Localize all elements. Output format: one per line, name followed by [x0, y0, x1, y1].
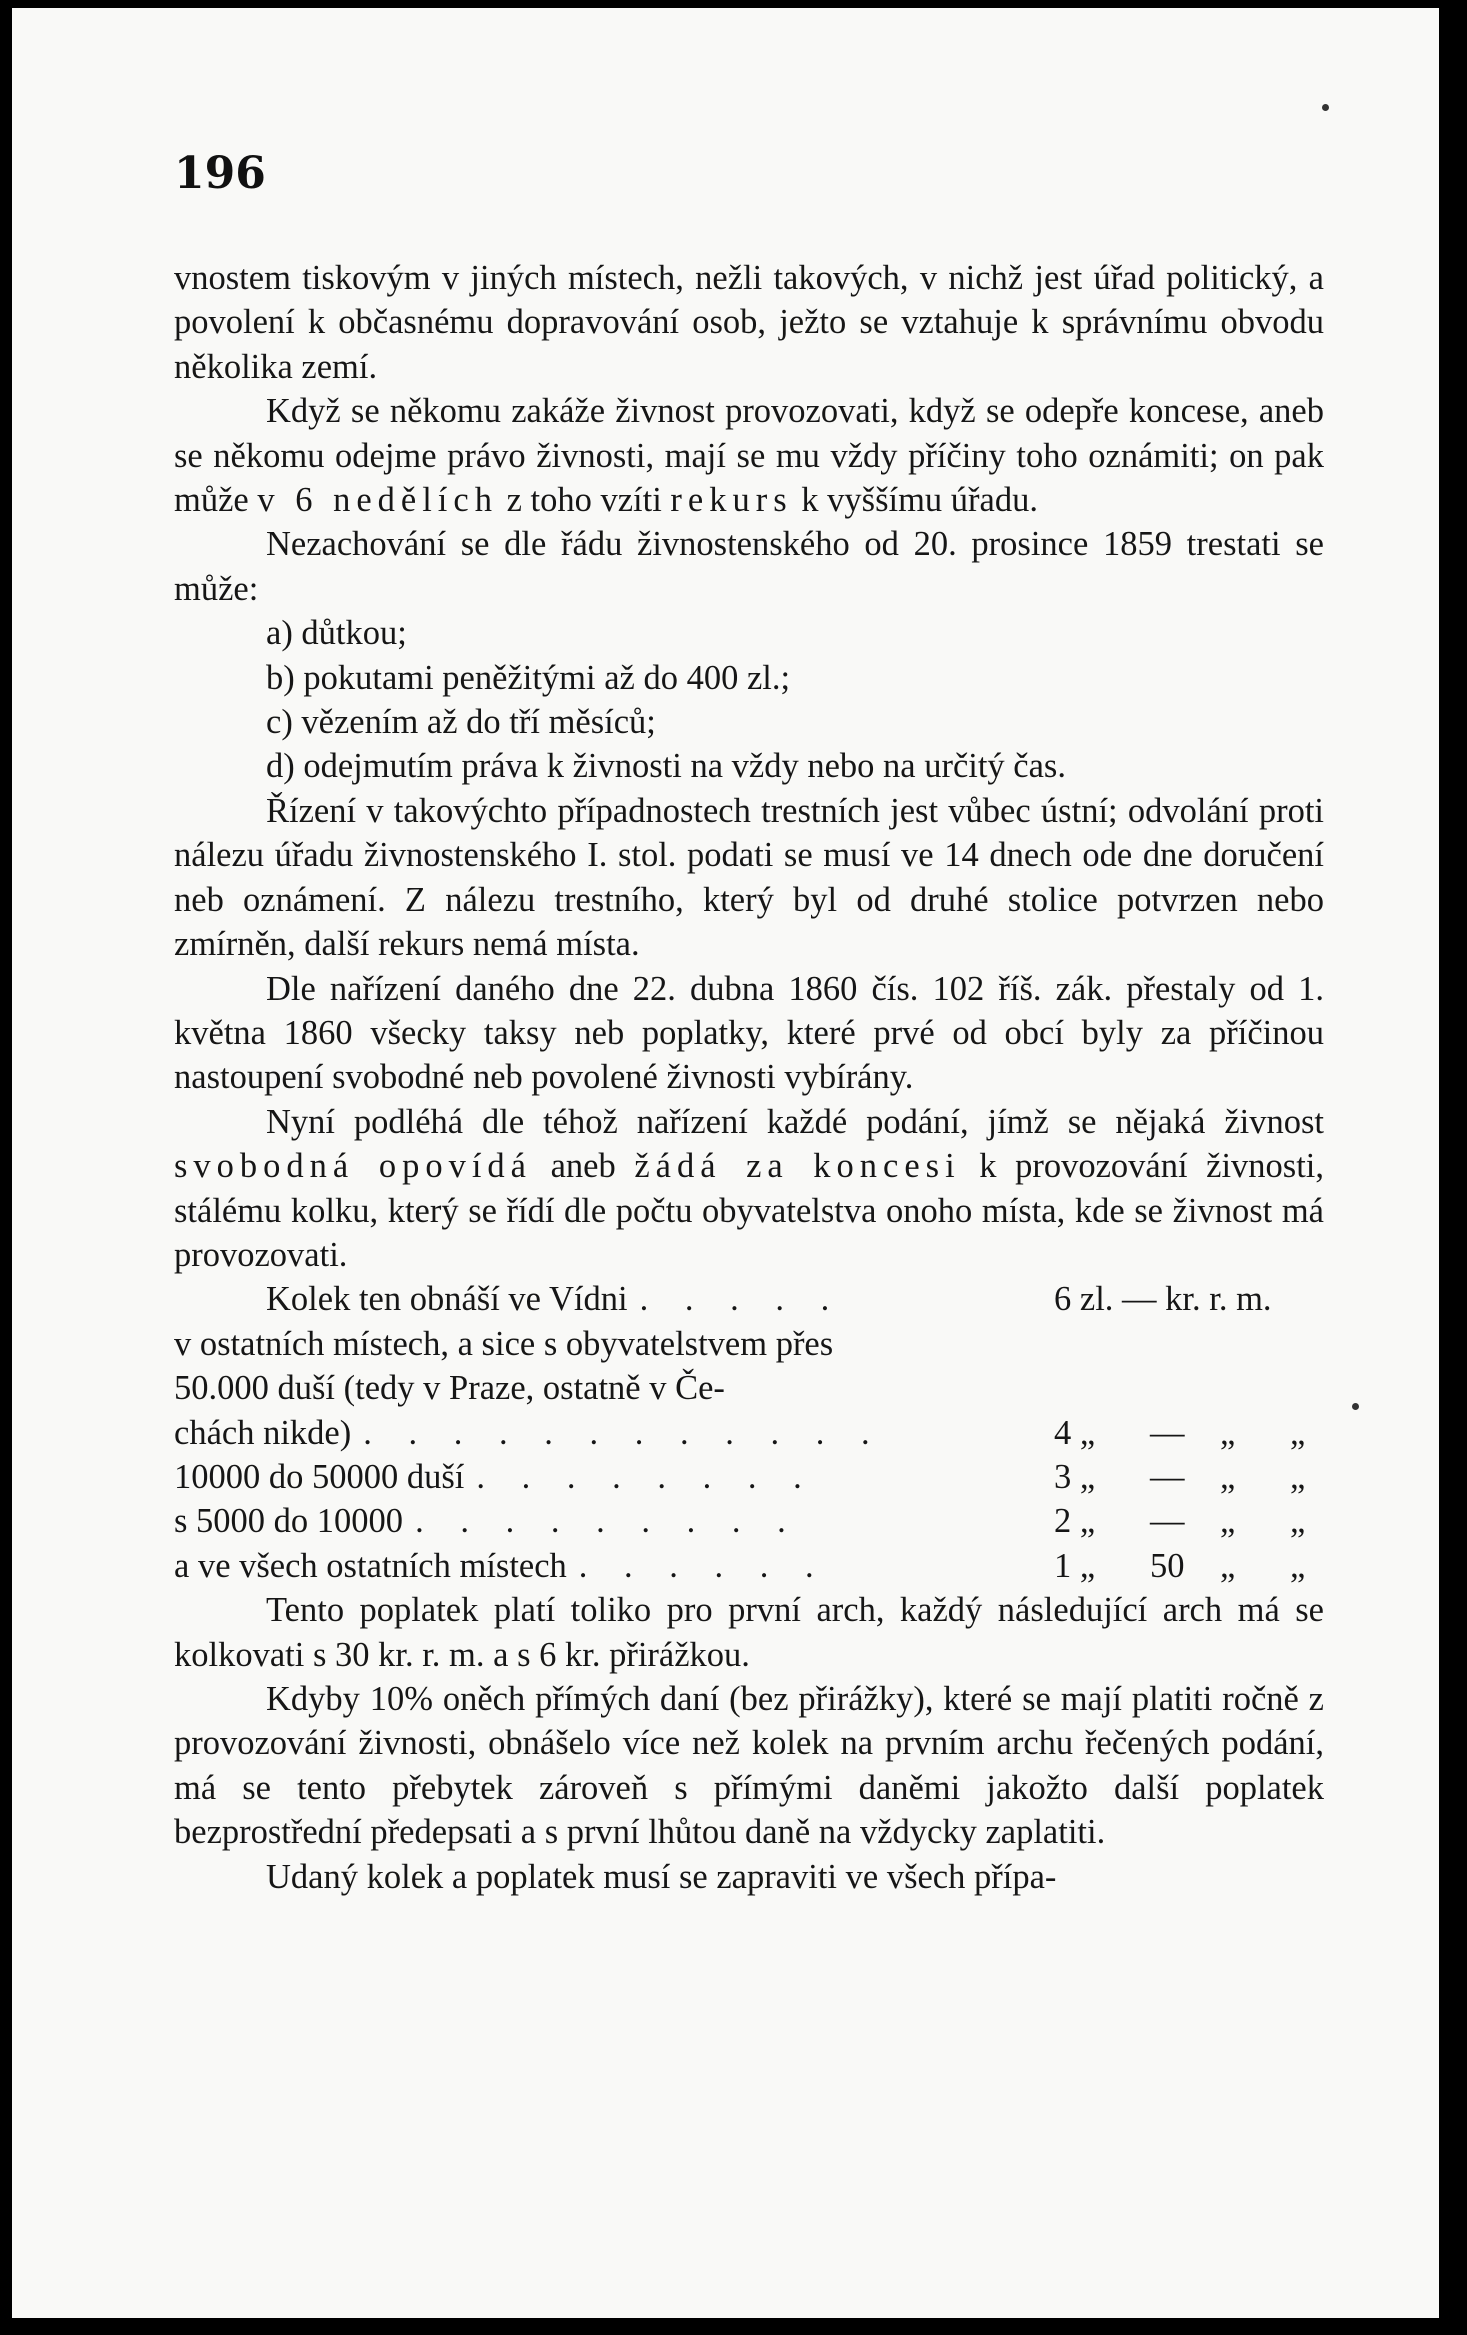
tariff-value — [1054, 1499, 1324, 1543]
paragraph: Dle nařízení daného dne 22. dubna 1860 čís. 102 říš. zák. přestaly od 1. května 1860 všecky taksy neb poplatky, které prvé od obcí byly za příčinou nastoupení svobodné neb povolené živnosti vybírány. — [174, 969, 1324, 1097]
tariff-row — [174, 1499, 1324, 1543]
text-run: Nyní podléhá dle téhož nařízení každé podání, jímž se nějaká živnost — [266, 1102, 1324, 1141]
list-item: d) odejmutím práva k živnosti na vždy nebo na určitý čas. — [266, 747, 1066, 786]
ditto-mark: „ — [1220, 1457, 1236, 1496]
text-run: k vyššímu úřadu. — [801, 481, 1038, 520]
paragraph: vnostem tiskovým v jiných místech, nežli takových, v nichž jest úřad politický, a povolení k občasnému dopravování osob, ježto se vztahuje k správnímu obvodu několika zemí. — [174, 259, 1324, 386]
tariff-label: s 5000 do 10000 — [174, 1502, 404, 1541]
tariff-label: 10000 do 50000 duší — [174, 1457, 465, 1496]
ditto-mark: „ — [1290, 1546, 1306, 1585]
tariff-label: Kolek ten obnáší ve Vídni — [266, 1280, 628, 1319]
page-body — [174, 256, 1324, 1899]
text-run: z toho vzíti — [506, 481, 662, 520]
ditto-mark: „ — [1290, 1457, 1306, 1496]
tariff-table — [174, 1277, 1324, 1588]
tariff-row — [174, 1544, 1324, 1588]
ditto-mark: „ — [1290, 1413, 1306, 1452]
paragraph: Řízení v takovýchto případnostech trestních jest vůbec ústní; odvolání proti nálezu úřadu živnostenského I. stol. podati se musí ve 14 dnech ode dne doručení neb oznámení. Z nálezu trestního, který byl od druhé stolice potvrzen nebo zmírněn, další rekurs nemá místa. — [174, 791, 1324, 964]
paragraph — [174, 1100, 1324, 1278]
speck-mark — [1322, 104, 1329, 111]
emphasis-text: v 6 nedělích — [257, 481, 498, 520]
list-item: c) vězením až do tří měsíců; — [266, 703, 656, 742]
paragraph: Kdyby 10% oněch přímých daní (bez přirážky), které se mají platiti ročně z provozování živnosti, obnášelo více než kolek na prvním archu řečených podání, má se tento přebytek zároveň s přímými daněmi jakožto další poplatek bezprostřední předepsati a s první lhůtou daně na vždycky zaplatiti. — [174, 1680, 1324, 1852]
tariff-value — [1054, 1411, 1324, 1455]
ditto-mark: „ — [1220, 1413, 1236, 1452]
tariff-label: chách nikde) — [174, 1413, 352, 1452]
tariff-value — [1054, 1455, 1324, 1499]
amount-kr: — — [1150, 1413, 1185, 1452]
amount-zl: 1 „ — [1054, 1546, 1096, 1585]
tariff-line: 50.000 duší (tedy v Praze, ostatně v Če- — [174, 1369, 725, 1408]
list-item: b) pokutami peněžitými až do 400 zl.; — [266, 658, 791, 697]
ditto-mark: „ — [1290, 1502, 1306, 1541]
penalty-list — [174, 611, 1324, 789]
tariff-label: a ve všech ostatních místech — [174, 1546, 567, 1585]
leader-dots: . . . . . . — [578, 1546, 828, 1585]
emphasis-text: svobodná opovídá — [174, 1147, 532, 1186]
paragraph: Nezachování se dle řádu živnostenského od 20. prosince 1859 trestati se může: — [174, 525, 1324, 608]
speck-mark — [1352, 1403, 1359, 1410]
text-run: k provozování živnosti, stálému kolku, který se řídí dle počtu obyvatelstva onoho místa, kde se živnost má provozovati. — [174, 1147, 1325, 1274]
text-run: aneb — [550, 1147, 616, 1186]
tariff-row — [174, 1277, 1324, 1321]
leader-dots: . . . . . — [639, 1280, 844, 1319]
tariff-row — [174, 1455, 1324, 1499]
text-run: Když se někomu zakáže živnost provozovati, když se odepře koncese, aneb se někomu odejme právo živnosti, mají se mu vždy příčiny toho oznámiti; on pak může — [174, 392, 1324, 520]
paragraph — [174, 389, 1324, 522]
emphasis-text: rekurs — [670, 481, 793, 520]
leader-dots: . . . . . . . . . . . . — [363, 1413, 884, 1452]
list-item: a) důtkou; — [266, 614, 407, 653]
book-page — [12, 8, 1439, 2318]
leader-dots: . . . . . . . . — [476, 1457, 816, 1496]
leader-dots: . . . . . . . . . — [415, 1502, 800, 1541]
tariff-line: v ostatních místech, a sice s obyvatelstvem přes — [174, 1324, 834, 1363]
amount-kr: — — [1150, 1502, 1185, 1541]
amount-zl: 3 „ — [1054, 1457, 1096, 1496]
amount-kr: 50 — [1150, 1546, 1185, 1585]
amount-zl: 4 „ — [1054, 1413, 1096, 1452]
ditto-mark: „ — [1220, 1502, 1236, 1541]
ditto-mark: „ — [1220, 1546, 1236, 1585]
amount-zl: 2 „ — [1054, 1502, 1096, 1541]
amount-kr: — — [1150, 1457, 1185, 1496]
paragraph: Udaný kolek a poplatek musí se zapraviti ve všech přípa- — [266, 1857, 1057, 1896]
tariff-value: 6 zl. — kr. r. m. — [1054, 1280, 1272, 1319]
paragraph: Tento poplatek platí toliko pro první arch, každý následující arch má se kolkovati s 30 kr. r. m. a s 6 kr. přirážkou. — [174, 1591, 1324, 1674]
tariff-value — [1054, 1544, 1324, 1588]
page-number: 196 — [174, 148, 266, 199]
emphasis-text: žádá za koncesi — [634, 1147, 961, 1186]
tariff-row — [174, 1411, 1324, 1455]
